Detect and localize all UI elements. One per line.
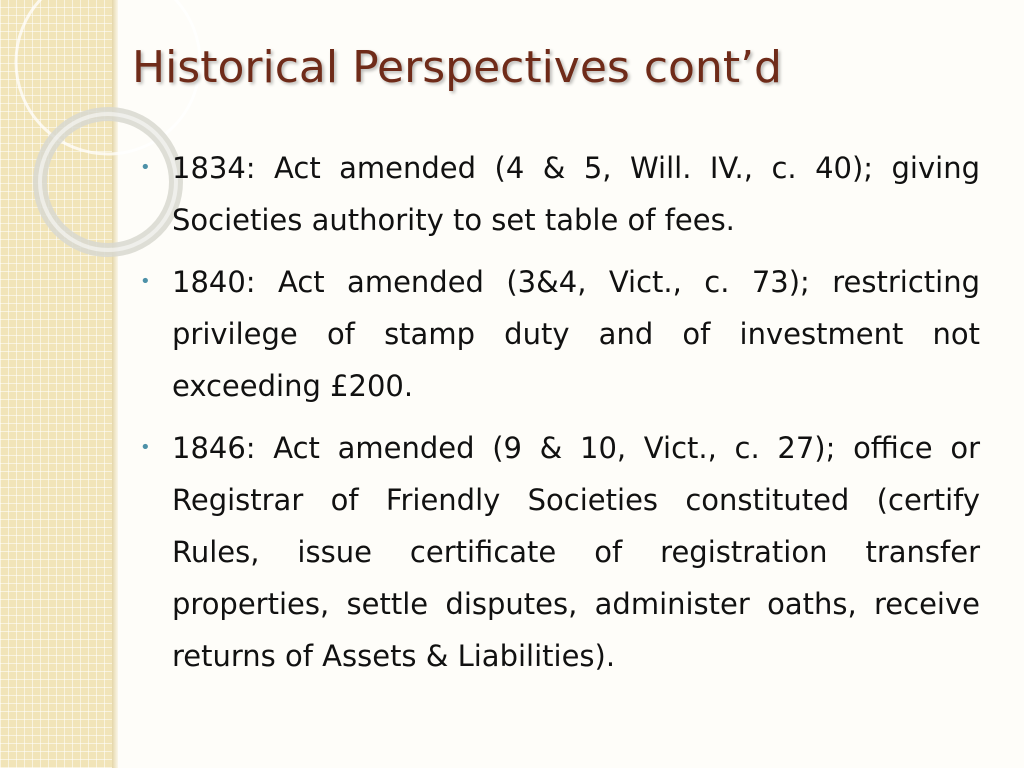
bullet-list (140, 142, 980, 692)
slide-title: Historical Perspectives cont’d (132, 42, 782, 93)
bullet-icon: • (140, 437, 151, 458)
bullet-text: 1846: Act amended (9 & 10, Vict., c. 27); office or Registrar of Friendly Societies constituted (certify Rules, issue certificate of registration transfer properties, settle disputes, administer oaths, receive returns of Assets & Liabilities). (172, 431, 980, 673)
bullet-icon: • (140, 157, 151, 178)
bullet-item-1840 (140, 256, 980, 412)
bullet-item-1846 (140, 422, 980, 682)
bullet-icon: • (140, 271, 151, 292)
bullet-text: 1840: Act amended (3&4, Vict., c. 73); restricting privilege of stamp duty and of investment not exceeding £200. (172, 265, 980, 403)
bullet-item-1834 (140, 142, 980, 246)
bullet-text: 1834: Act amended (4 & 5, Will. IV., c. 40); giving Societies authority to set table of fees. (172, 151, 980, 237)
